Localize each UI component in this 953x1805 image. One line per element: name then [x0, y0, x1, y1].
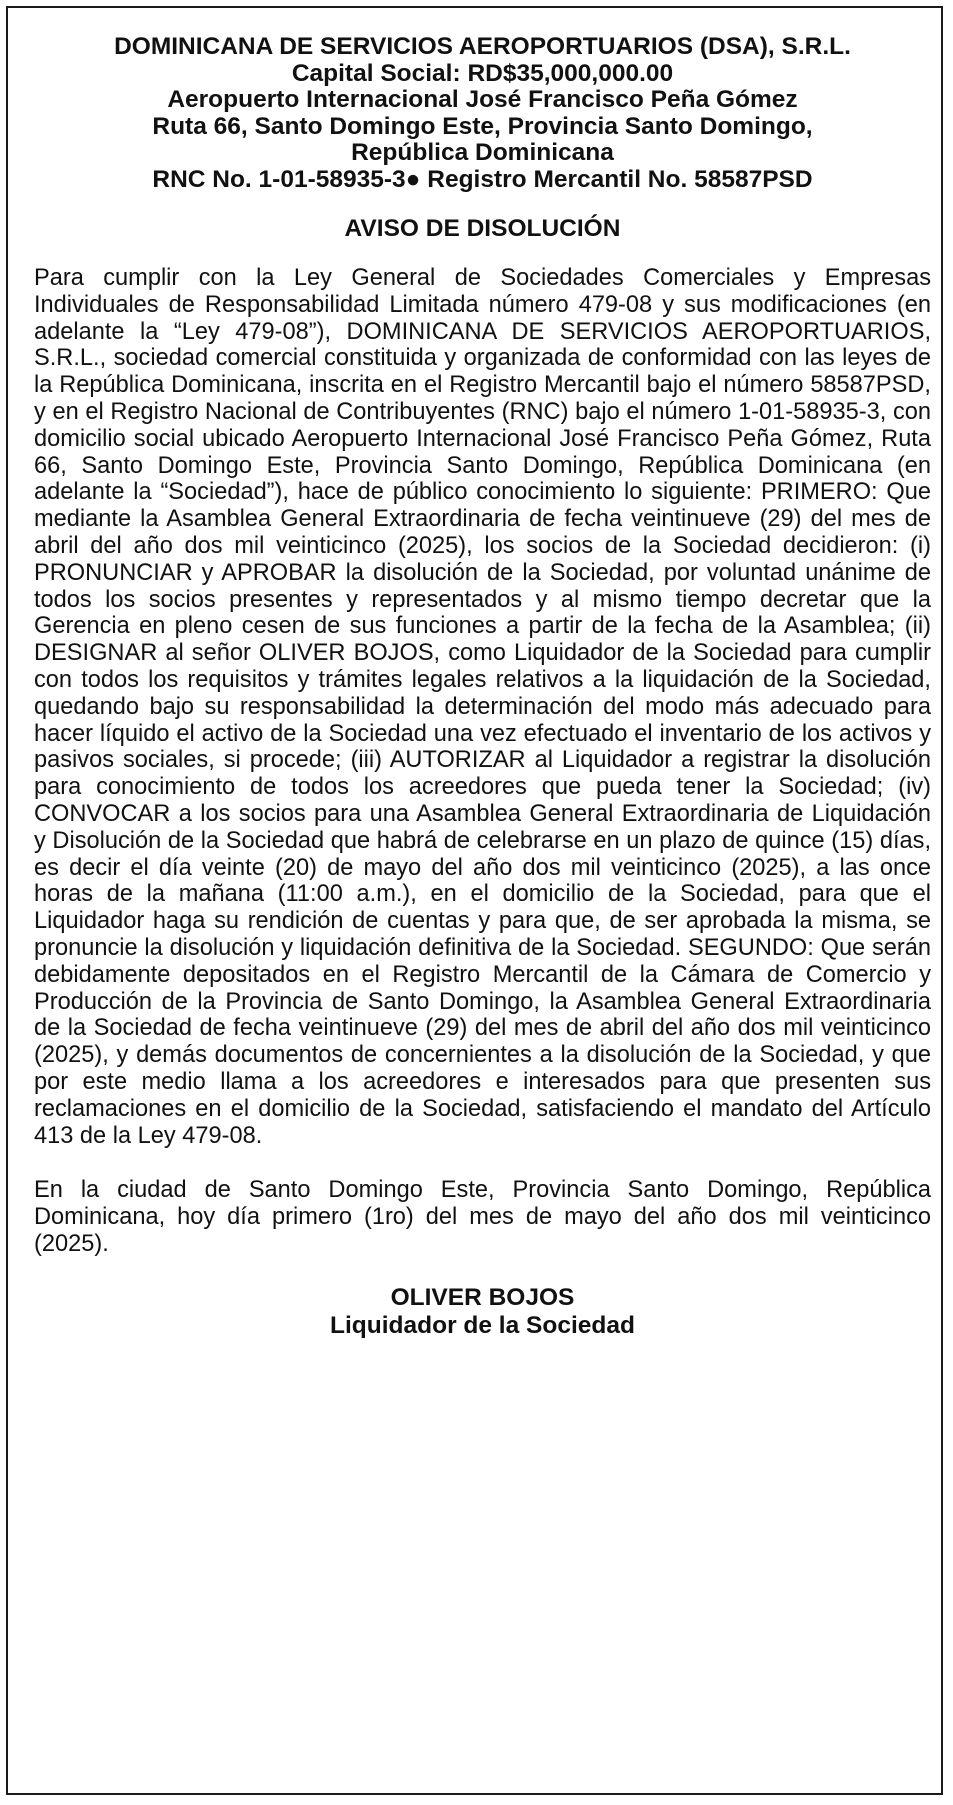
address-airport: Aeropuerto Internacional José Francisco Peña Gómez — [167, 86, 798, 113]
dissolution-notice — [6, 6, 943, 1795]
notice-body: Para cumplir con la Ley General de Sociedades Comerciales y Empresas Individuales de Responsabilidad Limitada número 479-08 y sus modificaciones (en adelante la “Ley 479-08”), DOMINICANA DE SERVICIOS AEROPORTUARIOS, S.R.L., sociedad comercial constituida y organizada de conformidad con las leyes de la República Dominicana, inscrita en el Registro Mercantil bajo el número 58587PSD, y en el Registro Nacional de Contribuyentes (RNC) bajo el número 1-01-58935-3, con domicilio social ubicado Aeropuerto Internacional José Francisco Peña Gómez, Ruta 66, Santo Domingo Este, Provincia Santo Domingo, República Dominicana (en adelante la “Sociedad”), hace de público conocimiento lo siguiente: PRIMERO: Que mediante la Asamblea General Extraordinaria de fecha veintinueve (29) del mes de abril del año dos mil veinticinco (2025), los socios de la Sociedad decidieron: (i) PRONUNCIAR y APROBAR la disolución de la Sociedad, por voluntad unánime de todos los socios presentes y representados y al mismo tiempo decretar que la Gerencia en pleno cesen de sus funciones a partir de la fecha de la Asamblea; (ii) DESIGNAR al señor OLIVER BOJOS, como Liquidador de la Sociedad para cumplir con todos los requisitos y trámites legales relativos a la liquidación de la Sociedad, quedando bajo su responsabilidad la determinación del modo más adecuado para hacer líquido el activo de la Sociedad una vez efectuado el inventario de los activos y pasivos sociales, si procede; (iii) AUTORIZAR al Liquidador a registrar la disolución para conocimiento de todos los acreedores que pueda tener la Sociedad; (iv) CONVOCAR a los socios para una Asamblea General Extraordinaria de Liquidación y Disolución de la Sociedad que habrá de celebrarse en un plazo de quince (15) días, es decir el día veinte (20) de mayo del año dos mil veinticinco (2025), a las once horas de la mañana (11:00 a.m.), en el domicilio de la Sociedad, para que el Liquidador haga su rendición de cuentas y para que, de ser aprobada la misma, se pronuncie la disolución y liquidación definitiva de la Sociedad. SEGUNDO: Que serán debidamente depositados en el Registro Mercantil de la Cámara de Comercio y Producción de la Provincia de Santo Domingo, la Asamblea General Extraordinaria de la Sociedad de fecha veintinueve (29) del mes de abril del año dos mil veinticinco (2025), y demás documentos de concernientes a la disolución de la Sociedad, y que por este medio llama a los acreedores e interesados para que presenten sus reclamaciones en el domicilio de la Sociedad, satisfaciendo el mandato del Artículo 413 de la Ley 479-08. — [34, 265, 931, 1149]
notice-content — [34, 34, 931, 1340]
address-country: República Dominicana — [351, 139, 614, 166]
capital-social: Capital Social: RD$35,000,000.00 — [291, 59, 674, 87]
signature-block — [34, 1284, 931, 1340]
signatory-role: Liquidador de la Sociedad — [330, 1311, 635, 1339]
registration-numbers: RNC No. 1-01-58935-3● Registro Mercantil No. 58587PSD — [152, 165, 813, 193]
signatory-name: OLIVER BOJOS — [390, 1283, 575, 1311]
company-name: DOMINICANA DE SERVICIOS AEROPORTUARIOS (DSA), S.R.L. — [114, 33, 851, 60]
notice-title: AVISO DE DISOLUCIÓN — [344, 215, 621, 242]
closing-paragraph: En la ciudad de Santo Domingo Este, Provincia Santo Domingo, República Dominicana, hoy día primero (1ro) del mes de mayo del año dos mil veinticinco (2025). — [34, 1177, 931, 1257]
address-route: Ruta 66, Santo Domingo Este, Provincia Santo Domingo, — [152, 112, 813, 140]
company-header — [34, 34, 931, 193]
